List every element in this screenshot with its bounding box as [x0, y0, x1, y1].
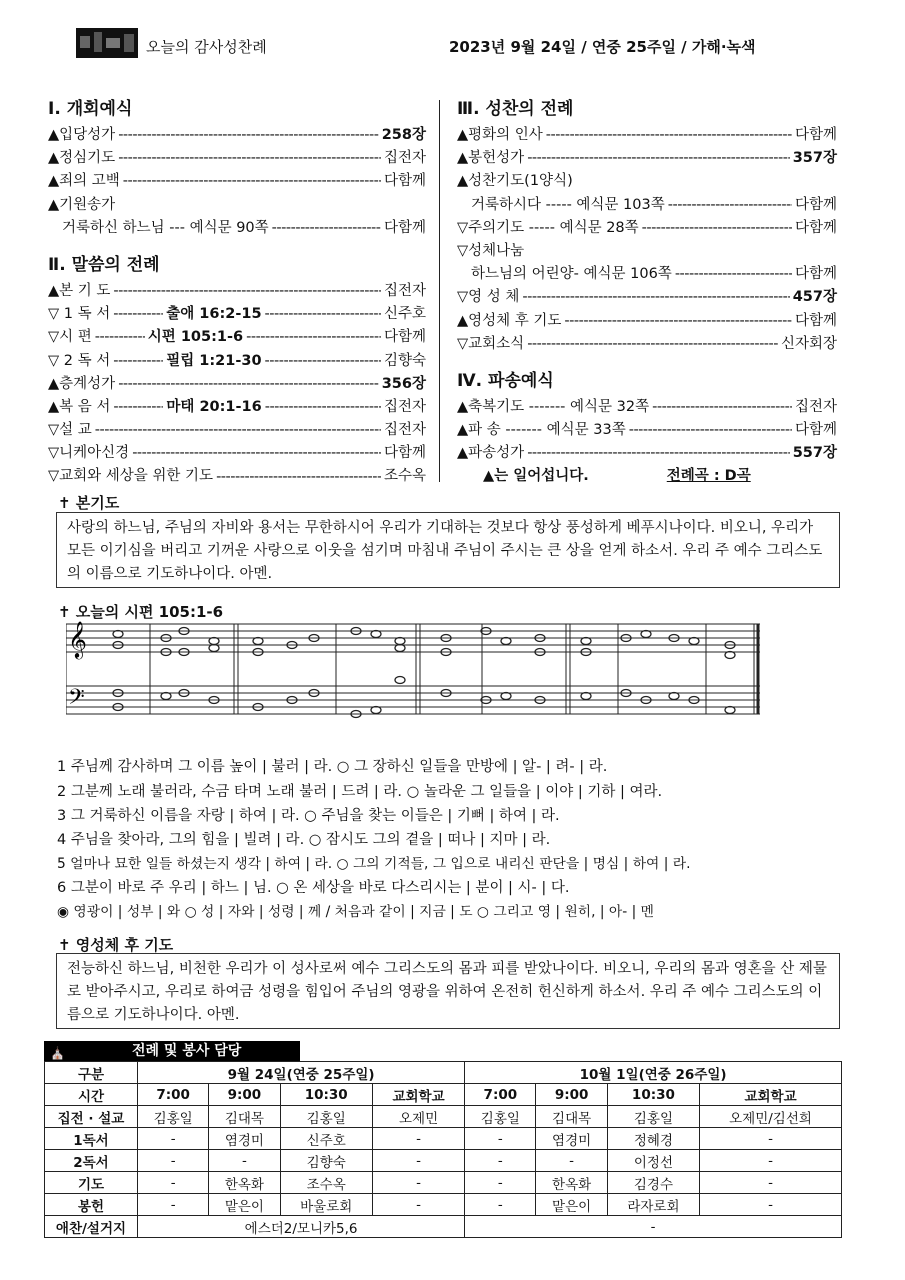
order-row: ▽영 성 체 ----- 457장 [457, 286, 837, 309]
order-row: ▲복 음 서 ----- 마태 20:1-16 ----- 집전자 [48, 396, 426, 419]
duty-title: 전례 및 봉사 담당 [132, 1043, 242, 1059]
section-eucharist: Ⅲ. 성찬의 전례 [457, 99, 574, 119]
postcommunion-text: 전능하신 하느님, 비천한 우리가 이 성사로써 예수 그리스도의 몸과 피를 받았나이다. 비오니, 우리의 몸과 영혼을 산 제물로 받아주시고, 우리로 하여금 성령을 힘입어 주님의 영광을 위하여 온전히 헌신하게 하소서. 우리 주 예수 그리스도의 이름으로 기도하나이다. 아멘. [67, 961, 827, 1023]
psalm-chant-score [66, 614, 760, 734]
order-row: ▽주의기도 ----- 예식문 28쪽 ----- 다함께 [457, 217, 837, 240]
duty-sunday1: 9월 24일(연중 25주일) [138, 1062, 465, 1084]
order-row: ▽ 1 독 서 ----- 출애 16:2-15 ----- 신주호 [48, 303, 426, 326]
svg-text:𝄞: 𝄞 [68, 620, 87, 658]
table-row: 기도 - 한옥화 조수옥 - - 한옥화 김경수 - [45, 1172, 842, 1194]
order-row: ▽니케아신경 ----- 다함께 [48, 442, 426, 465]
order-row: ▽교회소식 ----- 신자회장 [457, 333, 837, 356]
column-divider [439, 100, 440, 482]
order-row: ▲봉헌성가 ----- 357장 [457, 147, 837, 170]
postcommunion-title: ✝ 영성체 후 기도 [58, 936, 174, 954]
table-row: 애찬/설거지 에스더2/모니카5,6 - [45, 1216, 842, 1238]
table-row: 2독서 - - 김향숙 - - - 이정선 - [45, 1150, 842, 1172]
order-row: 하느님의 어린양- 예식문 106쪽 ----- 다함께 [457, 263, 837, 286]
rise-note-row [457, 465, 837, 488]
psalm-verse: 5 얼마나 묘한 일들 하셨는지 생각 | 하여 | 라. ○ 그의 기적들, 그 입으로 내리신 판단을 | 명심 | 하여 | 라. [57, 856, 691, 872]
svg-text:𝄢: 𝄢 [68, 685, 85, 715]
collect-title: ✝ 본기도 [58, 494, 120, 512]
duty-col-head: 구분 [45, 1062, 138, 1084]
bulletin-logo [76, 28, 138, 58]
church-icon: ⛪ [50, 1046, 65, 1060]
order-row: 거룩하시다 ----- 예식문 103쪽 ----- 다함께 [457, 194, 837, 217]
order-row: ▽교회와 세상을 위한 기도 ----- 조수옥 [48, 465, 426, 488]
table-row: 1독서 - 염경미 신주호 - - 염경미 정혜경 - [45, 1128, 842, 1150]
order-row: ▽ 2 독 서 ----- 필립 1:21-30 ----- 김향숙 [48, 350, 426, 373]
order-row: ▲평화의 인사 ----- 다함께 [457, 124, 837, 147]
order-row: ▽시 편 ----- 시편 105:1-6 ----- 다함께 [48, 326, 426, 349]
section-word: Ⅱ. 말씀의 전례 [48, 254, 160, 275]
duty-roster-table: 구분 9월 24일(연중 25주일) 10월 1일(연중 26주일) 시간 7:00 9:00 10:30 교회학교 7:00 9:00 10:30 교회학교 집전 · 설교 김홍일 김대목 김홍일 오제민 김홍일 김대목 김홍일 오제민/김선희 1독서 - 염경미 신주호 - - 염경미 정혜경 - 2독서 - - 김향숙 - - - 이정선 - 기도 - 한옥화 조수옥 - - 한옥화 김경수 - 봉헌 - 맡은이 바울로회 - - 맡은이 라자로회 - 애찬/설거지 에스더2/모니카5,6 - [44, 1061, 842, 1238]
liturgy-right-column [457, 96, 837, 489]
order-row: ▲정심기도 ----- 집전자 [48, 147, 426, 170]
psalm-verse: 4 주님을 찾아라, 그의 힘을 | 빌려 | 라. ○ 잠시도 그의 곁을 | 떠나 | 지마 | 라. [57, 832, 551, 848]
order-row: ▲성찬기도(1양식) [457, 173, 573, 190]
service-date: 2023년 9월 24일 / 연중 25주일 / 가해·녹색 [449, 38, 756, 56]
order-row: ▲입당성가 ----- 258장 [48, 124, 426, 147]
section-opening-rite: Ⅰ. 개회예식 [48, 99, 133, 119]
psalm-verse: 1 주님께 감사하며 그 이름 높이 | 불러 | 라. ○ 그 장하신 일들을 만방에 | 알- | 려- | 라. [57, 759, 608, 775]
liturgy-left-column [48, 96, 426, 489]
postcommunion-box [56, 953, 840, 1029]
order-row: 거룩하신 하느님 --- 예식문 90쪽 ----- 다함께 [48, 217, 426, 240]
order-row: ▲파송성가 ----- 557장 [457, 442, 837, 465]
table-row: 집전 · 설교 김홍일 김대목 김홍일 오제민 김홍일 김대목 김홍일 오제민/김선희 [45, 1106, 842, 1128]
psalm-title: ✝ 오늘의 시편 105:1-6 [58, 603, 224, 621]
collect-box [56, 512, 840, 588]
psalm-verse: 2 그분께 노래 불러라, 수금 타며 노래 불러 | 드려 | 라. ○ 놀라운 그 일들을 | 이야 | 기하 | 여라. [57, 784, 663, 800]
order-row: ▲영성체 후 기도 ----- 다함께 [457, 310, 837, 333]
prelude-label: 전례곡 : D곡 [666, 468, 751, 485]
bulletin-title: 오늘의 감사성찬례 [146, 38, 267, 56]
order-row: ▲축복기도 ------- 예식문 32쪽 ----- 집전자 [457, 396, 837, 419]
order-row: ▽성체나눔 [457, 242, 525, 259]
section-dismissal: Ⅳ. 파송예식 [457, 370, 554, 391]
duty-title-bar [44, 1041, 300, 1061]
duty-sunday2: 10월 1일(연중 26주일) [465, 1062, 842, 1084]
psalm-doxology: ◉ 영광이 | 성부 | 와 ○ 성 | 자와 | 성령 | 께 / 처음과 같이 | 지금 | 도 ○ 그리고 영 | 원히, | 아- | 멘 [57, 904, 654, 920]
order-row: ▽설 교 ----- 집전자 [48, 419, 426, 442]
duty-time-label: 시간 [45, 1084, 138, 1106]
collect-text: 사랑의 하느님, 주님의 자비와 용서는 무한하시어 우리가 기대하는 것보다 항상 풍성하게 베푸시나이다. 비오니, 우리가 모든 이기심을 버리고 기꺼운 사랑으로 이웃을 섬기며 마침내 주님이 주시는 큰 상을 얻게 하소서. 우리 주 예수 그리스도의 이름으로 기도하나이다. 아멘. [67, 520, 823, 582]
order-row: ▲죄의 고백 ----- 다함께 [48, 170, 426, 193]
rise-note: ▲는 일어섭니다. [483, 468, 589, 485]
table-row: 봉헌 - 맡은이 바울로회 - - 맡은이 라자로회 - [45, 1194, 842, 1216]
order-row: ▲본 기 도 ----- 집전자 [48, 280, 426, 303]
psalm-verse: 3 그 거룩하신 이름을 자랑 | 하여 | 라. ○ 주님을 찾는 이들은 | 기뻐 | 하여 | 라. [57, 808, 560, 824]
order-row: ▲파 송 ------- 예식문 33쪽 ----- 다함께 [457, 419, 837, 442]
psalm-verse: 6 그분이 바로 주 우리 | 하느 | 님. ○ 온 세상을 바로 다스리시는 | 분이 | 시- | 다. [57, 880, 570, 896]
order-row: ▲기원송가 [48, 196, 116, 213]
order-row: ▲층계성가 ----- 356장 [48, 373, 426, 396]
